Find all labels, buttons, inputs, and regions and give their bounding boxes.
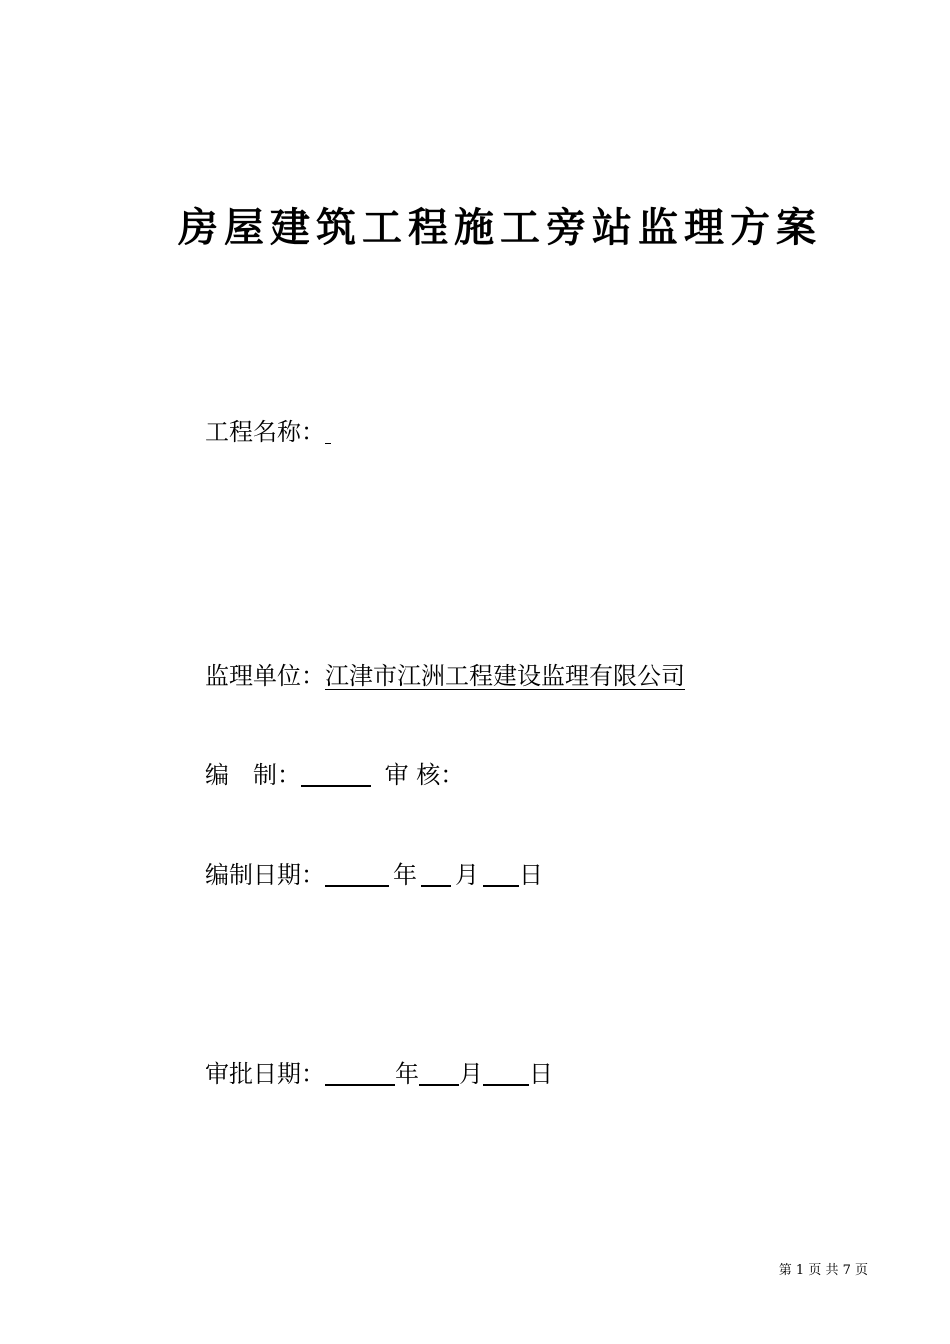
prepare-day-unit: 日 bbox=[519, 861, 543, 889]
review-label: 审 核： bbox=[384, 761, 465, 789]
prepare-date-row bbox=[205, 860, 547, 890]
document-title: 房屋建筑工程施工旁站监理方案 bbox=[178, 204, 822, 251]
supervisor-row bbox=[205, 661, 685, 691]
supervisor-value: 江津市江洲工程建设监理有限公司 bbox=[325, 662, 685, 690]
approve-date-label: 审批日期： bbox=[205, 1060, 325, 1088]
prepare-blank bbox=[301, 761, 371, 787]
prepare-year-blank bbox=[325, 861, 389, 887]
approve-year-unit: 年 bbox=[395, 1060, 419, 1088]
page-number: 第 1 页 共 7 页 bbox=[778, 1263, 868, 1278]
supervisor-label: 监理单位： bbox=[205, 662, 325, 690]
prepare-date-label: 编制日期： bbox=[205, 861, 325, 889]
prepare-year-unit: 年 bbox=[393, 861, 417, 889]
approve-day-unit: 日 bbox=[529, 1060, 553, 1088]
approve-date-row bbox=[205, 1059, 557, 1089]
approve-year-blank bbox=[325, 1060, 395, 1086]
approve-month-unit: 月 bbox=[459, 1060, 483, 1088]
approve-day-blank bbox=[483, 1060, 529, 1086]
prepare-label: 编 制： bbox=[205, 761, 301, 789]
approve-month-blank bbox=[419, 1060, 459, 1086]
prepare-day-blank bbox=[483, 861, 519, 887]
prepare-month-blank bbox=[421, 861, 451, 887]
prepare-month-unit: 月 bbox=[455, 861, 479, 889]
prepare-row bbox=[205, 760, 464, 790]
project-name-blank bbox=[325, 419, 331, 444]
project-name-row bbox=[205, 417, 331, 447]
project-name-label: 工程名称： bbox=[205, 418, 325, 446]
